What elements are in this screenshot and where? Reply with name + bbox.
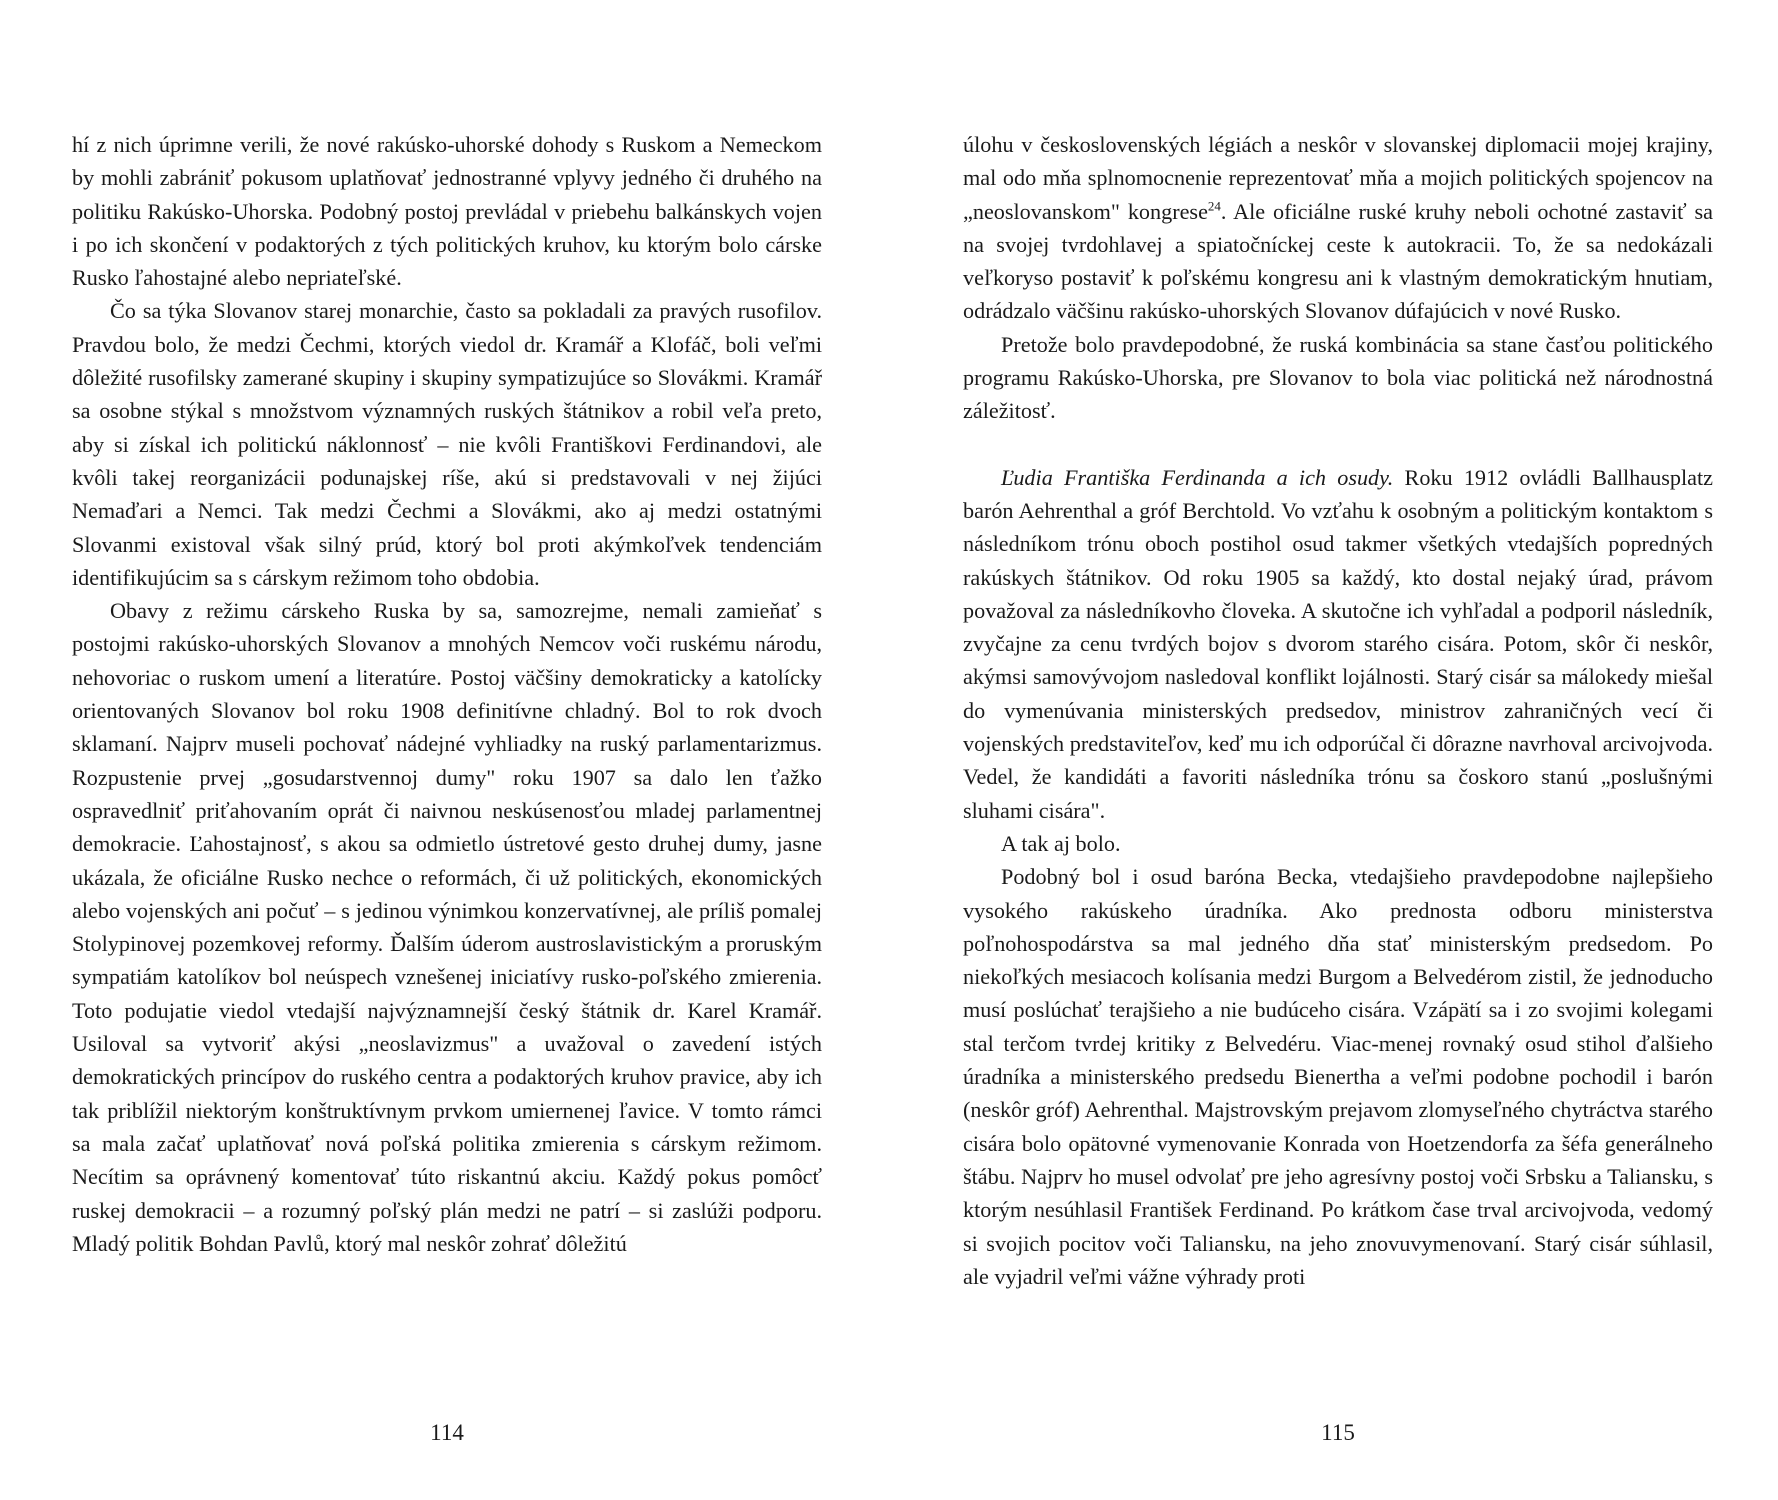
section-title: Ľudia Františka Ferdinanda a ich osudy. <box>1001 464 1394 490</box>
paragraph: Čo sa týka Slovanov starej monarchie, často sa pokladali za pravých rusofilov. Pravdou bolo, že medzi Čechmi, ktorých viedol dr. Kramář a Klofáč, boli veľmi dôležité rusofilsky zamerané skupiny i skupiny sympatizujúce so Slovákmi. Kramář sa osobne stýkal s množstvom významných ruských štátnikov a robil veľa preto, aby si získal ich politickú náklonnosť – nie kvôli Františkovi Ferdinandovi, ale kvôli takej reorganizácii podunajskej ríše, akú si predstavovali v nej žijúci Nemaďari a Nemci. Tak medzi Čechmi a Slovákmi, ako aj medzi ostatnými Slovanmi existoval však silný prúd, ktorý bol proti akýmkoľvek tendenciám identifikujúcim sa s cárskym režimom toho obdobia. <box>72 298 822 590</box>
paragraph <box>963 461 1713 827</box>
footnote-marker: 24 <box>1207 198 1221 214</box>
page-number: 114 <box>430 1420 464 1445</box>
paragraph: Obavy z režimu cárskeho Ruska by sa, samozrejme, nemali zamieňať s postojmi rakúsko-uhorských Slovanov a mnohých Nemcov voči ruskému národu, nehovoriac o ruskom umení a literatúre. Postoj väčšiny demokraticky a katolícky orientovaných Slovanov bol roku 1908 definitívne chladný. Bol to rok dvoch sklamaní. Najprv museli pochovať nádejné vyhliadky na ruský parlamentarizmus. Rozpustenie prvej „gosudarstvennoj dumy" roku 1907 sa dalo len ťažko ospravedlniť priťahovaním oprát či naivnou neskúsenosťou mladej parlamentnej demokracie. Ľahostajnosť, s akou sa odmietlo ústretové gesto druhej dumy, jasne ukázala, že oficiálne Rusko nechce o reformách, či už politických, ekonomických alebo vojenských ani počuť – s jedinou výnimkou konzervatívnej, ale príliš pomalej Stolypinovej pozemkovej reformy. Ďalším úderom austroslavistickým a proruským sympatiám katolíkov bol neúspech vznešenej iniciatívy rusko-poľského zmierenia. Toto podujatie viedol vtedajší najvýznamnejší český štátnik dr. Karel Kramář. Usiloval sa vytvoriť akýsi „neoslavizmus" a uvažoval o zavedení istých demokratických princípov do ruského centra a podaktorých kruhov pravice, aby ich tak priblížil niektorým konštruktívnym prvkom umiernenej ľavice. V tomto rámci sa mala začať uplatňovať nová poľská politika zmierenia s cárskym režimom. Necítim sa oprávnený komentovať túto riskantnú akciu. Každý pokus pomôcť ruskej demokracii – a rozumný poľský plán medzi ne patrí – si zaslúži podporu. Mladý politik Bohdan Pavlů, ktorý mal neskôr zohrať dôležitú <box>72 598 822 1256</box>
paragraph-text: úlohu v československých légiách a neskôr v slovanskej diplomacii mojej krajiny, mal odo mňa splnomocnenie reprezentovať mňa a mojich politických spojencov na „neoslovanskom" kongrese <box>963 132 1713 224</box>
left-page-text <box>72 128 822 1260</box>
left-page <box>72 128 822 1445</box>
paragraph <box>963 128 1713 328</box>
paragraph: hí z nich úprimne verili, že nové rakúsko-uhorské dohody s Ruskom a Nemeckom by mohli zabrániť pokusom uplatňovať jednostranné vplyvy jedného či druhého na politiku Rakúsko-Uhorska. Podobný postoj prevládal v priebehu balkánskych vojen i po ich skončení v podaktorých z tých politických kruhov, ku ktorým bolo cárske Rusko ľahostajné alebo nepriateľské. <box>72 132 822 291</box>
paragraph-text: . Ale oficiálne ruské kruhy neboli ochotné zastaviť sa na svojej tvrdohlavej a spiatočníckej ceste k autokracii. To, že sa nedokázali veľkoryso postaviť k poľskému kongresu ani k vlastným demokratickým hnutiam, odrádzalo väčšinu rakúsko-uhorských Slovanov dúfajúcich v nové Rusko. <box>963 198 1713 324</box>
paragraph: A tak aj bolo. <box>1001 830 1121 856</box>
paragraph: Pretože bolo pravdepodobné, že ruská kombinácia sa stane časťou politického programu Rakúsko-Uhorska, pre Slovanov to bola viac politická než národnostná záležitosť. <box>963 331 1713 424</box>
paragraph-text: Roku 1912 ovládli Ballhausplatz barón Aehrenthal a gróf Berchtold. Vo vzťahu k osobným a politickým kontaktom s následníkom trónu oboch postihol osud takmer všetkých vtedajších popredných rakúskych štátnikov. Od roku 1905 sa každý, kto dostal nejaký úrad, právom považoval za následníkovho človeka. A skutočne ich vyhľadal a podporil následník, zvyčajne za cenu tvrdých bojov s dvorom starého cisára. Potom, skôr či neskôr, akýmsi samovývojom nasledoval konflikt lojálnosti. Starý cisár sa málokedy miešal do vymenúvania ministerských predsedov, ministrov zahraničných vecí či vojenských predstaviteľov, keď mu ich odporúčal či dôrazne navrhoval arcivojvoda. Vedel, že kandidáti a favoriti následníka trónu sa čoskoro stanú „poslušnými sluhami cisára". <box>963 464 1713 823</box>
right-page <box>963 128 1713 1445</box>
right-page-text <box>963 128 1713 1293</box>
paragraph: Podobný bol i osud baróna Becka, vtedajšieho pravdepodobne najlepšieho vysokého rakúskeho úradníka. Ako prednosta odboru ministerstva poľnohospodárstva sa mal jedného dňa stať ministerským predsedom. Po niekoľkých mesiacoch kolísania medzi Burgom a Belvedérom zistil, že jednoducho musí poslúchať terajšieho a nie budúceho cisára. Vzápätí sa i zo svojimi kolegami stal terčom tvrdej kritiky z Belvedéru. Viac-menej rovnaký osud stihol ďalšieho úradníka a ministerského predsedu Bienertha a veľmi podobne pochodil i barón (neskôr gróf) Aehrenthal. Majstrovským prejavom zlomyseľného chytráctva starého cisára bolo opätovné vymenovanie Konrada von Hoetzendorfa za šéfa generálneho štábu. Najprv ho musel odvolať pre jeho agresívny postoj voči Srbsku a Taliansku, s ktorým nesúhlasil František Ferdinand. Po krátkom čase trval arcivojvoda, vedomý si svojich pocitov voči Taliansku, na jeho znovuvymenovaní. Starý cisár súhlasil, ale vyjadril veľmi vážne výhrady proti <box>963 864 1713 1289</box>
page-number: 115 <box>1321 1420 1355 1445</box>
